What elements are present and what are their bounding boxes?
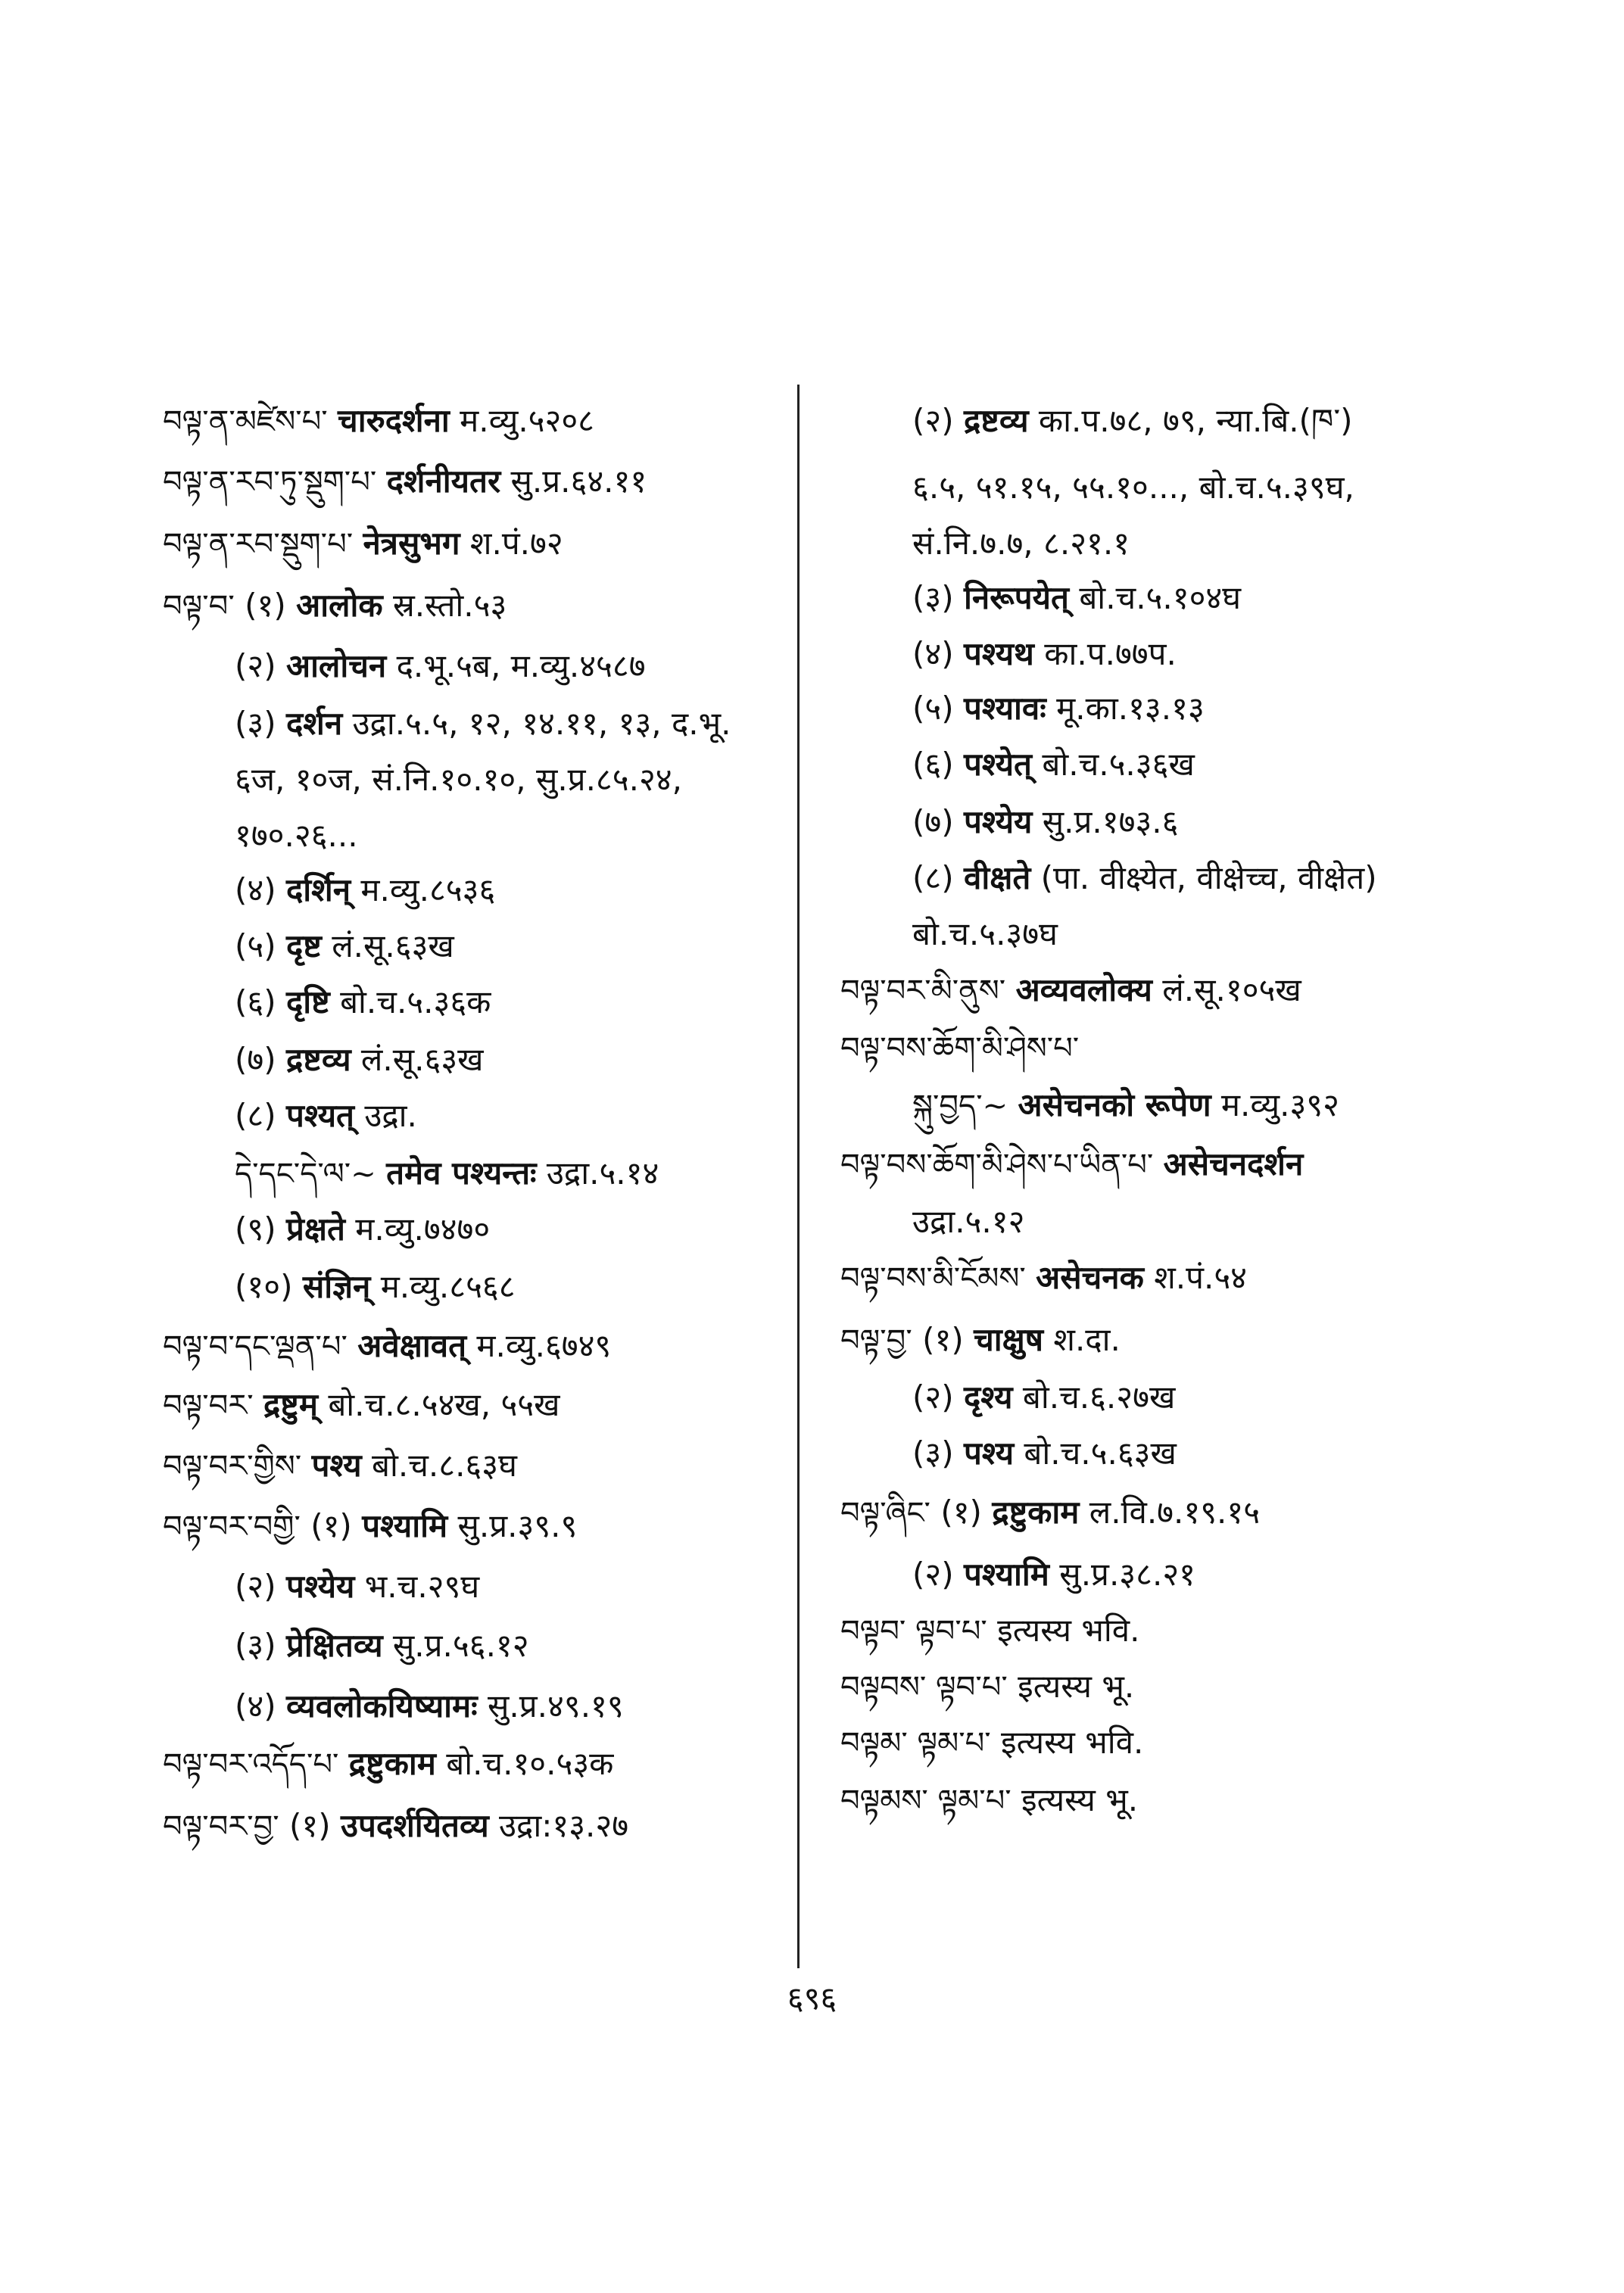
entry-line xyxy=(912,633,1177,675)
source-reference: म.व्यु.७४७० xyxy=(355,1210,491,1248)
sense-number: (५) xyxy=(912,690,954,727)
source-reference: स्र.स्तो.५३ xyxy=(392,587,507,624)
source-reference: सु.प्र.१७३.६ xyxy=(1042,803,1179,840)
sanskrit-term: दर्शिन् xyxy=(285,871,351,908)
sanskrit-term: दृष्ट xyxy=(285,927,322,964)
tibetan-headword: བལྟམ་ ལྟམ་པ་ xyxy=(840,1726,991,1761)
source-reference: का.प.७७प. xyxy=(1044,635,1177,672)
entry-line xyxy=(235,925,454,967)
source-reference: सु.प्र.६४.११ xyxy=(510,463,647,500)
source-reference: बो.च.६.२७ख xyxy=(1022,1379,1176,1416)
source-reference: सु.प्र.४९.१९ xyxy=(488,1687,624,1724)
sanskrit-term: पश्येय xyxy=(285,1568,355,1605)
source-reference: ६ज, १०ज, सं.नि.१०.१०, सु.प्र.८५.२४, xyxy=(235,761,682,798)
entry-line xyxy=(912,687,1205,730)
entry-line xyxy=(235,815,358,857)
source-reference: सु.प्र.३८.२१ xyxy=(1059,1556,1195,1593)
tibetan-headword: བལྟ་ན་མཛེས་པ་ xyxy=(163,404,328,439)
source-reference: बो.च.८.५४ख, ५५ख xyxy=(328,1386,560,1423)
entry-line xyxy=(235,1039,484,1081)
source-reference: बो.च.८.६३घ xyxy=(372,1447,517,1484)
source-reference: श.पं.५४ xyxy=(1154,1259,1248,1296)
sense-number: (३) xyxy=(235,1627,276,1664)
sanskrit-term: अवेक्षावत् xyxy=(357,1327,467,1364)
sanskrit-term: चाक्षुष xyxy=(974,1321,1044,1358)
sense-number: (४) xyxy=(235,1687,276,1724)
sense-number: (१) xyxy=(245,587,286,624)
entry-line xyxy=(912,743,1195,786)
tibetan-headword: བལྟ་ན་རབ་སྡུག་པ་ xyxy=(163,527,354,562)
sanskrit-term: व्यवलोकयिष्यामः xyxy=(285,1687,478,1724)
entry-line xyxy=(163,1505,577,1548)
sanskrit-term: पश्यत् xyxy=(285,1097,354,1134)
column-divider xyxy=(797,385,800,1968)
source-reference: सु.प्र.३९.९ xyxy=(457,1507,578,1544)
source-reference: (पा. वीक्ष्येत, वीक्षेच्च, वीक्षेत) xyxy=(1040,859,1377,896)
entry-line xyxy=(235,1152,659,1195)
tibetan-headword: བལྟམས་ ལྟམ་པ་ xyxy=(840,1784,1011,1818)
entry-line xyxy=(840,1609,1139,1653)
sense-number: (७) xyxy=(912,803,954,840)
source-reference: भ.च.२९घ xyxy=(364,1568,480,1605)
source-reference: म.व्यु.८५३६ xyxy=(360,871,496,908)
entry-line xyxy=(912,913,1058,955)
tibetan-headword: བལྟ་ན་རབ་ཏུ་སྡུག་པ་ xyxy=(163,465,377,500)
entry-line xyxy=(163,522,563,565)
entry-line xyxy=(912,801,1178,843)
entry-line xyxy=(235,1266,516,1308)
entry-line xyxy=(840,1143,1303,1186)
sense-number: (७) xyxy=(235,1041,276,1078)
entry-line xyxy=(840,1319,1121,1362)
sense-number: (१) xyxy=(289,1807,331,1844)
tibetan-headword: བལྟ་བ་དང་ལྡན་པ་ xyxy=(163,1329,348,1364)
tibetan-headword: བལྟ་བར་བྱ་ xyxy=(163,1809,279,1844)
source-reference: सु.प्र.५६.१२ xyxy=(392,1627,529,1664)
sanskrit-term: द्रष्टुकाम xyxy=(348,1745,436,1782)
tibetan-headword: བལྟ་བས་མི་ངོམས་ xyxy=(840,1261,1026,1296)
sanskrit-term: उपदर्शयितव्य xyxy=(341,1807,489,1844)
sense-number: (१) xyxy=(940,1494,982,1531)
source-reference: लं.सू.१०५ख xyxy=(1162,971,1301,1008)
entry-line xyxy=(163,460,647,503)
sense-number: (३) xyxy=(235,705,276,742)
tibetan-headword: བལྟ་བར་བགྱི་ xyxy=(163,1509,301,1544)
entry-line xyxy=(235,1685,624,1728)
source-reference: इत्यस्य भवि. xyxy=(997,1612,1140,1649)
sanskrit-term: पश्यामि xyxy=(362,1507,448,1544)
entry-line xyxy=(912,1553,1195,1596)
entry-line xyxy=(840,1721,1143,1765)
sense-number: (४) xyxy=(235,871,276,908)
entry-line xyxy=(235,981,491,1023)
source-reference: म.व्यु.८५६८ xyxy=(380,1268,516,1305)
tibetan-headword: བལྟ་བར་འདོད་པ་ xyxy=(163,1747,339,1782)
entry-line xyxy=(235,703,731,745)
source-reference: उद्रा.५.१४ xyxy=(546,1154,659,1192)
sense-number: (३) xyxy=(912,1435,954,1472)
page-number: ६९६ xyxy=(787,1980,837,2017)
tibetan-headword: བལྟ་ཞིང་ xyxy=(840,1496,930,1531)
entry-line xyxy=(235,645,646,687)
tibetan-headword: བལྟ་བར་གྱིས་ xyxy=(163,1449,302,1484)
sense-number: (३) xyxy=(912,579,954,616)
tibetan-headword: བལྟ་བ་ xyxy=(163,589,235,624)
entry-line xyxy=(235,1095,417,1137)
entry-line xyxy=(912,1376,1175,1419)
entry-line xyxy=(912,1432,1177,1475)
tibetan-headword: བལྟ་བར་མི་ནུས་ xyxy=(840,974,1006,1008)
entry-line xyxy=(235,1208,490,1251)
entry-line xyxy=(163,1325,611,1368)
sanskrit-term: प्रेक्षितव्य xyxy=(285,1627,383,1664)
sense-number: (१०) xyxy=(235,1268,293,1305)
sanskrit-term: पश्य xyxy=(963,1435,1015,1472)
sense-number: (९) xyxy=(235,1210,276,1248)
source-reference: बो.च.१०.५३क xyxy=(446,1745,614,1782)
sanskrit-term: पश्येय xyxy=(963,803,1033,840)
entry-line xyxy=(912,577,1241,619)
sense-number: (२) xyxy=(912,1379,954,1416)
source-reference: उद्रा.५.५, १२, १४.११, १३, द.भू. xyxy=(352,705,731,742)
source-reference: उद्रा. xyxy=(364,1097,417,1134)
source-reference: बो.च.५.१०४घ xyxy=(1079,579,1242,616)
entry-line xyxy=(163,400,594,443)
source-reference: बो.च.५.३६ख xyxy=(1042,746,1195,783)
entry-line xyxy=(912,1084,1339,1127)
sanskrit-term: पश्य xyxy=(311,1447,362,1484)
entry-line xyxy=(235,869,495,911)
sanskrit-term: द्रष्टुम् xyxy=(263,1386,318,1423)
sanskrit-term: नेत्रसुभग xyxy=(363,525,460,562)
entry-line xyxy=(235,759,682,801)
sanskrit-term: दृश्य xyxy=(963,1379,1013,1416)
entry-line xyxy=(840,1491,1260,1534)
entry-line xyxy=(912,466,1354,509)
tibetan-headword: བལྟ་བར་ xyxy=(163,1388,254,1423)
sense-number: (१) xyxy=(310,1507,352,1544)
source-reference: का.प.७८, ७९, न्या.बि.(ཁ་) xyxy=(1038,402,1353,439)
sanskrit-term: पश्येत् xyxy=(963,746,1032,783)
sanskrit-term: वीक्षते xyxy=(963,859,1031,896)
sense-number: (६) xyxy=(912,746,954,783)
sense-number: (१) xyxy=(922,1321,964,1358)
sanskrit-term: तमेव पश्यन्तः xyxy=(386,1154,537,1192)
entry-line xyxy=(163,1743,613,1786)
tibetan-headword: སྐུ་བྱད་~ xyxy=(912,1089,1008,1123)
entry-line xyxy=(163,584,507,628)
sanskrit-term: प्रेक्षते xyxy=(285,1210,345,1248)
sanskrit-term: पश्यथ xyxy=(963,635,1034,672)
sanskrit-term: निरूपयेत् xyxy=(963,579,1069,616)
source-reference: बो.च.५.६३ख xyxy=(1024,1435,1177,1472)
sense-number: (८) xyxy=(235,1097,276,1134)
entry-line xyxy=(235,1625,529,1667)
sense-number: (८) xyxy=(912,859,954,896)
source-reference: ६.५, ५१.१५, ५५.१०..., बो.च.५.३९घ, xyxy=(912,469,1354,506)
sanskrit-term: असेचनक xyxy=(1036,1259,1144,1296)
tibetan-headword: དེ་དང་དེ་ལ་~ xyxy=(235,1157,376,1192)
sanskrit-term: दृष्टि xyxy=(285,983,330,1020)
sanskrit-term: द्रष्टुकाम xyxy=(992,1494,1080,1531)
entry-line xyxy=(912,1201,1024,1243)
entry-line xyxy=(163,1444,517,1488)
source-reference: ल.वि.७.१९.१५ xyxy=(1089,1494,1261,1531)
tibetan-headword: བལྟ་བྱ་ xyxy=(840,1323,912,1358)
source-reference: श.दा. xyxy=(1053,1321,1121,1358)
sanskrit-term: पश्यामि xyxy=(963,1556,1049,1593)
tibetan-headword: བལྟ་བས་ཆོག་མི་ཤེས་པ་ཡིན་པ་ xyxy=(840,1148,1154,1182)
sanskrit-term: द्रष्टव्य xyxy=(285,1041,351,1078)
source-reference: इत्यस्य भू. xyxy=(1018,1668,1135,1705)
tibetan-headword: བལྟབས་ ལྟབ་པ་ xyxy=(840,1670,1008,1705)
source-reference: इत्यस्य भू. xyxy=(1021,1781,1139,1818)
source-reference: लं.सू.६३ख xyxy=(360,1041,484,1078)
sanskrit-term: चारुदर्शना xyxy=(338,402,450,439)
sense-number: (२) xyxy=(235,1568,276,1605)
sanskrit-term: दर्शन xyxy=(285,705,343,742)
sanskrit-term: पश्यावः xyxy=(963,690,1046,727)
source-reference: द.भू.५ब, म.व्यु.४५८७ xyxy=(396,647,646,684)
source-reference: १७०.२६... xyxy=(235,817,358,854)
source-reference: म.व्यु.६७४९ xyxy=(476,1327,612,1364)
sanskrit-term: आलोचन xyxy=(285,647,387,684)
source-reference: उद्रा.५.१२ xyxy=(912,1203,1025,1240)
entry-line xyxy=(840,1027,1079,1070)
sanskrit-term: अव्यवलोक्य xyxy=(1015,971,1152,1008)
tibetan-headword: བལྟབ་ ལྟབ་པ་ xyxy=(840,1614,987,1649)
source-reference: इत्यस्य भवि. xyxy=(1001,1724,1144,1761)
entry-line xyxy=(840,1257,1247,1300)
entry-line xyxy=(912,857,1377,899)
sense-number: (५) xyxy=(235,927,276,964)
entry-line xyxy=(840,1779,1138,1822)
source-reference: म.व्यु.३९२ xyxy=(1220,1086,1339,1123)
sense-number: (६) xyxy=(235,983,276,1020)
sanskrit-term: असेचनदर्शन xyxy=(1163,1145,1304,1182)
sanskrit-term: द्रष्टव्य xyxy=(963,402,1029,439)
sanskrit-term: असेचनको रूपेण xyxy=(1018,1086,1211,1123)
entry-line xyxy=(163,1384,560,1427)
source-reference: मू.का.१३.१३ xyxy=(1056,690,1205,727)
entry-line xyxy=(840,969,1301,1012)
source-reference: म.व्यु.५२०८ xyxy=(460,402,595,439)
sanskrit-term: आलोक xyxy=(296,587,383,624)
entry-line xyxy=(912,522,1130,565)
sanskrit-term: दर्शनीयतर xyxy=(386,463,501,500)
sense-number: (२) xyxy=(912,1556,954,1593)
source-reference: लं.सू.६३ख xyxy=(332,927,454,964)
sense-number: (४) xyxy=(912,635,954,672)
entry-line xyxy=(840,1665,1134,1709)
sense-number: (२) xyxy=(912,402,954,439)
sense-number: (२) xyxy=(235,647,276,684)
sanskrit-term: संज्ञिन् xyxy=(302,1268,371,1305)
source-reference: उद्रा:१३.२७ xyxy=(499,1807,629,1844)
entry-line xyxy=(235,1566,479,1608)
tibetan-headword: བལྟ་བས་ཆོག་མི་ཤེས་པ་ xyxy=(840,1031,1080,1066)
source-reference: बो.च.५.३६क xyxy=(340,983,491,1020)
source-reference: श.पं.७२ xyxy=(469,525,563,562)
source-reference: सं.नि.७.७, ८.२१.१ xyxy=(912,525,1130,562)
source-reference: बो.च.५.३७घ xyxy=(912,915,1058,952)
entry-line xyxy=(912,400,1353,442)
entry-line xyxy=(163,1805,628,1848)
